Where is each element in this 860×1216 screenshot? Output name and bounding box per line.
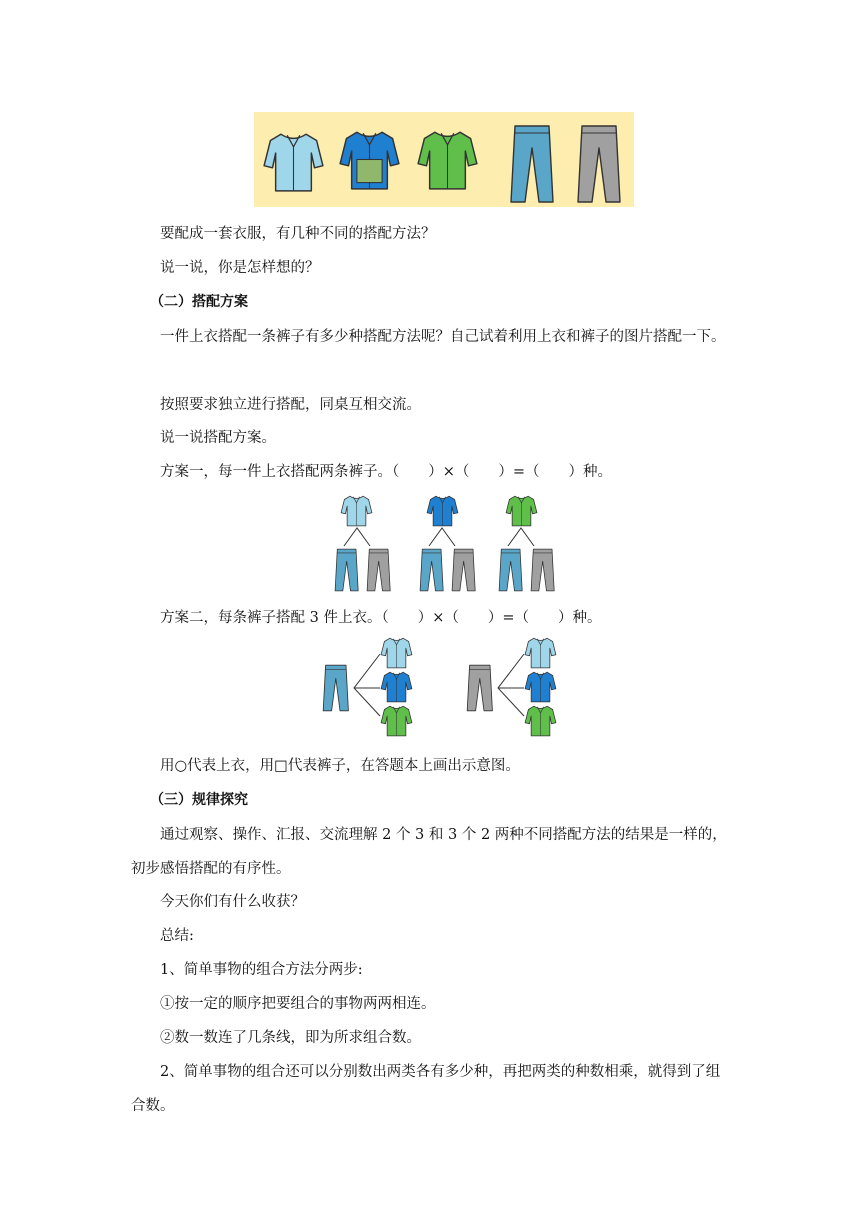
plan-1-text: 方案一，每一件上衣搭配两条裤子。（ ）×（ ）=（ ）种。: [160, 464, 613, 480]
paragraph-10: ②数一数连了几条线，即为所求组合数。: [160, 1030, 421, 1046]
light-blue-shirt-icon: [264, 134, 323, 191]
paragraph-8: 1、简单事物的组合方法分两步:: [160, 962, 363, 978]
paragraph-11: 2、简单事物的组合还可以分别数出两类各有多少种，再把两类的种数相乘，就得到了组合数。: [131, 1064, 721, 1114]
gray-pants-icon: [578, 126, 620, 202]
section-heading-3: （三）规律探究: [150, 792, 248, 808]
paragraph-2: 按照要求独立进行搭配，同桌互相交流。: [160, 397, 421, 413]
green-sweater-icon: [418, 132, 477, 189]
jeans-icon: [511, 126, 553, 202]
paragraph-6: 今天你们有什么收获？: [160, 894, 305, 910]
blue-hoodie-icon: [340, 132, 399, 189]
paragraph-4: 用○代表上衣，用□代表裤子，在答题本上画出示意图。: [160, 758, 520, 774]
plan-1-diagram: [330, 490, 559, 595]
clothes-banner: [254, 112, 634, 207]
paragraph-1: 一件上衣搭配一条裤子有多少种搭配方法呢？自己试着利用上衣和裤子的图片搭配一下。: [160, 329, 726, 345]
section-heading-2: （二）搭配方案: [150, 294, 248, 310]
prompt-text: 说一说，你是怎样想的？: [160, 260, 320, 276]
plan-2-diagram: [318, 636, 571, 740]
paragraph-3: 说一说搭配方案。: [160, 430, 276, 446]
paragraph-5: 通过观察、操作、汇报、交流理解 2 个 3 和 3 个 2 两种不同搭配方法的结果是一样的，初步感悟搭配的有序性。: [131, 827, 727, 877]
paragraph-7: 总结:: [160, 928, 194, 944]
question-text: 要配成一套衣服，有几种不同的搭配方法？: [160, 226, 436, 242]
plan-2-text: 方案二，每条裤子搭配 3 件上衣。（ ）×（ ）=（ ）种。: [160, 610, 602, 626]
paragraph-9: ①按一定的顺序把要组合的事物两两相连。: [160, 996, 436, 1012]
